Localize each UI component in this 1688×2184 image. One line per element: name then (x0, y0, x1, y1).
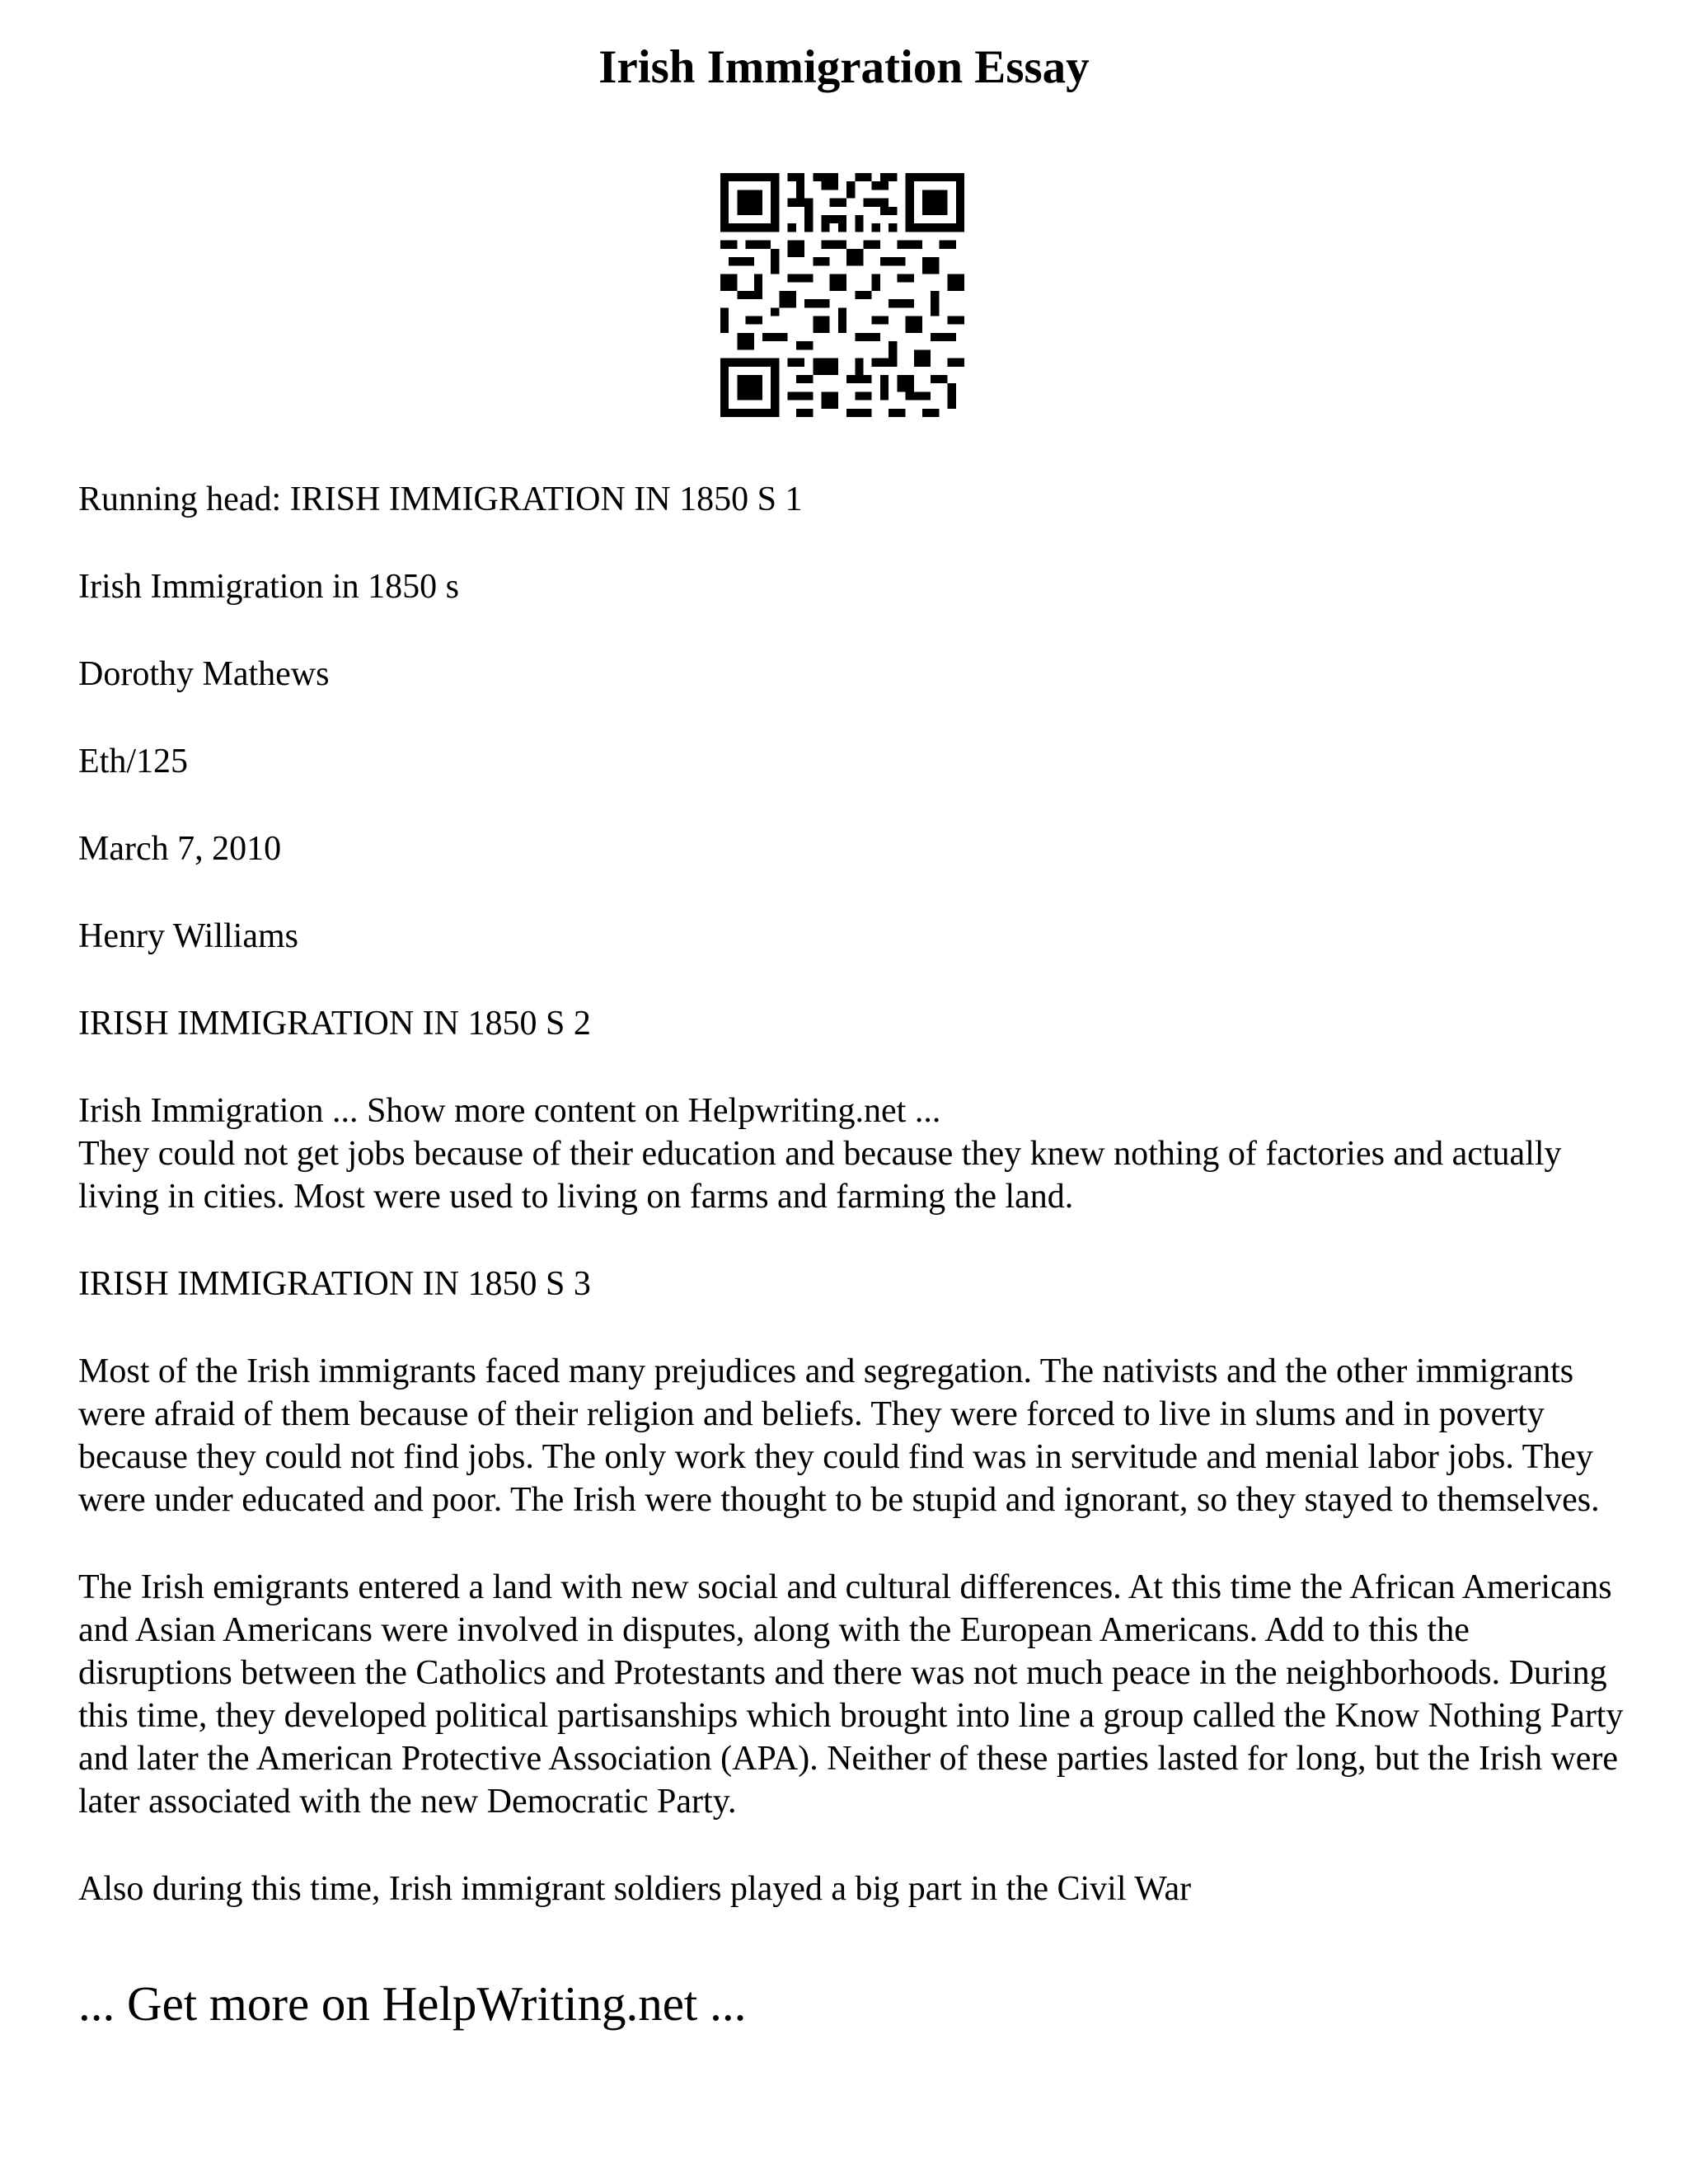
course-code: Eth/125 (78, 743, 188, 780)
running-head: Running head: IRISH IMMIGRATION IN 1850 S 1 (78, 480, 803, 518)
qr-code-icon (720, 173, 964, 417)
intro-line: Irish Immigration ... Show more content on Helpwriting.net ... (78, 1092, 941, 1130)
page-2-header: IRISH IMMIGRATION IN 1850 S 2 (78, 1005, 591, 1043)
essay-date: March 7, 2010 (78, 830, 282, 868)
paragraph: The Irish emigrants entered a land with new social and cultural differences. At this time the African Americans and Asian Americans were involved in disputes, along with the European Americans. Add to this the disruptions between the Catholics and Protestants and there was not much peace in the neighborhoods. During this time, they developed political partisanships which brought into line a group called the Know Nothing Party and later the American Protective Association (APA). Neither of these parties lasted for long, but the Irish were later associated with the new Democratic Party. (78, 1568, 1624, 1821)
intro-section (78, 1090, 1628, 1218)
author-name: Dorothy Mathews (78, 655, 330, 693)
intro-paragraph: They could not get jobs because of their education and because they knew nothing of factories and actually living in cities. Most were used to living on farms and farming the land. (78, 1135, 1562, 1216)
paragraph: Also during this time, Irish immigrant soldiers played a big part in the Civil War (78, 1870, 1192, 1908)
essay-title-line: Irish Immigration in 1850 s (78, 568, 459, 606)
page-3-header: IRISH IMMIGRATION IN 1850 S 3 (78, 1265, 591, 1303)
instructor-name: Henry Williams (78, 917, 298, 955)
document-body (78, 478, 1628, 1955)
page-title: Irish Immigration Essay (598, 41, 1090, 93)
get-more-link[interactable]: ... Get more on HelpWriting.net ... (78, 1976, 747, 2031)
paragraph: Most of the Irish immigrants faced many prejudices and segregation. The nativists and the other immigrants were afraid of them because of their religion and beliefs. They were forced to live in slums and in poverty because they could not find jobs. The only work they could find was in servitude and menial labor jobs. They were under educated and poor. The Irish were thought to be stupid and ignorant, so they stayed to themselves. (78, 1352, 1600, 1519)
